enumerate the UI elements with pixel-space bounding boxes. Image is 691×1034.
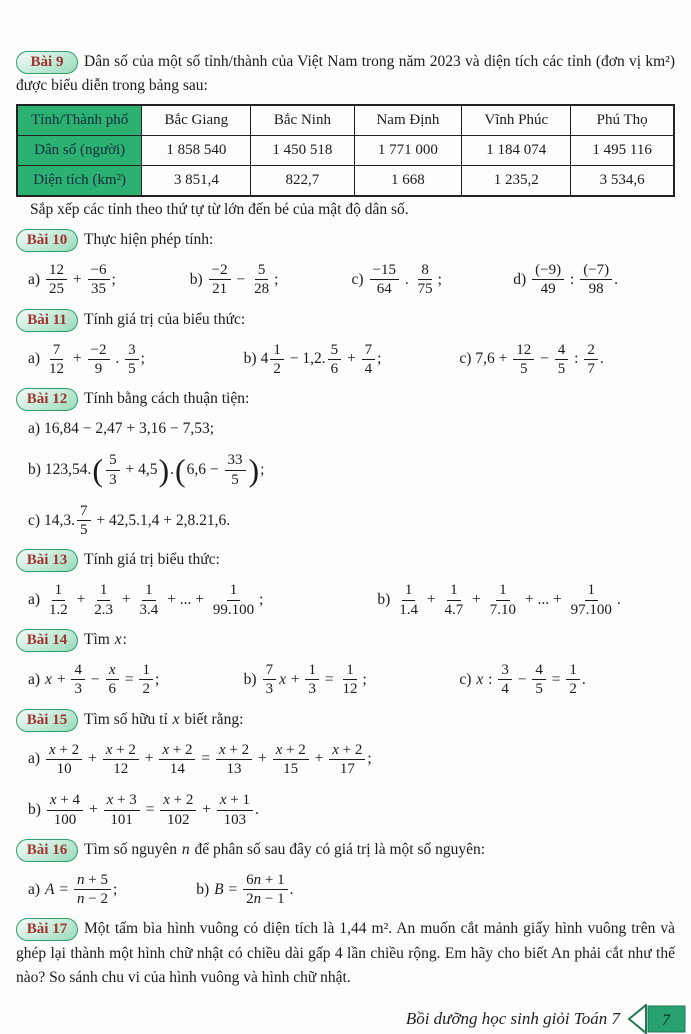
page-number-arrow (627, 1004, 687, 1034)
math-text: để phân số sau đây có giá trị là một số nguyên: (190, 840, 486, 858)
math-text: + (198, 801, 215, 819)
math-text: + (85, 801, 102, 819)
fraction: $\frac{(-7)}{98}$ (580, 261, 612, 299)
math-text: ; (274, 270, 279, 288)
math-variable: x (172, 710, 180, 728)
table-cell: 1 495 116 (571, 136, 674, 166)
math-text: + 42,5.1,4 + 2,8.21,6. (92, 511, 231, 529)
fraction: $\frac{-15}{64}$ (370, 261, 399, 299)
math-text: = (224, 880, 242, 898)
math-text: ; (154, 670, 160, 688)
fraction: $\frac{x + 3}{101}$ (104, 791, 140, 829)
table-header-cell: Bắc Giang (142, 105, 251, 136)
fraction: $\frac{5}{28}$ (254, 262, 270, 298)
fraction: $\frac{x}{6}$ (105, 661, 119, 699)
problem-badge: Bài 12 (16, 388, 78, 411)
math-text: + (468, 591, 485, 609)
problem-parts (28, 661, 675, 699)
math-text: + (69, 270, 86, 288)
fraction: $\frac{1}{2.3}$ (94, 582, 114, 618)
problem-badge: Bài 9 (16, 51, 78, 74)
big-paren: ) (248, 452, 260, 489)
problem-part (28, 502, 675, 540)
fraction: $\frac{(-9)}{49}$ (532, 261, 564, 299)
table-cell: 1 858 540 (142, 136, 251, 166)
math-text: − (86, 670, 104, 688)
table-cell: 822,7 (251, 166, 354, 197)
fraction: $\frac{1}{2}$ (270, 341, 284, 379)
problem-section (16, 917, 679, 989)
fraction: $\frac{x + 1}{103}$ (217, 791, 253, 829)
problem-head (16, 387, 675, 411)
math-expression (475, 661, 585, 699)
math-expression (45, 451, 265, 489)
problem-part (28, 661, 244, 699)
math-text: 123,54. (44, 461, 92, 479)
problem-part (28, 871, 196, 909)
math-text: . (289, 880, 294, 898)
fraction: $\frac{4}{5}$ (532, 661, 546, 699)
math-expression (394, 581, 620, 619)
part-label: b) (196, 880, 210, 898)
fraction: $\frac{1}{12}$ (342, 662, 358, 698)
math-text: − (513, 670, 531, 688)
problem-part (244, 341, 460, 379)
fraction: $\frac{x + 2}{13}$ (216, 741, 252, 779)
math-text: − (232, 270, 250, 288)
math-text: : (122, 631, 127, 649)
fraction: $\frac{4}{3}$ (71, 661, 85, 699)
problem-part (459, 661, 675, 699)
problem-title (84, 311, 245, 328)
math-text: ; (112, 880, 118, 898)
fraction: $\frac{x + 2}{12}$ (103, 741, 139, 779)
table-row (17, 136, 674, 166)
math-text: ; (377, 350, 382, 368)
math-text: − (536, 350, 553, 368)
fraction: $\frac{1}{7.10}$ (489, 582, 517, 618)
math-variable: n (181, 840, 190, 858)
problem-parts (28, 341, 675, 379)
problem-head (16, 838, 675, 862)
problem-part (352, 261, 514, 299)
problem-title (84, 231, 213, 248)
fraction: $\frac{x + 2}{102}$ (160, 791, 196, 829)
sort-instruction: Sắp xếp các tỉnh theo thứ tự từ lớn đến bé của mật độ dân số. (30, 201, 409, 219)
table-cell: 1 450 518 (251, 136, 354, 166)
problem-head (16, 50, 679, 98)
math-text: = (547, 670, 565, 688)
math-text: ; (140, 350, 145, 368)
part-label: b) (377, 591, 391, 609)
problem-section (16, 548, 675, 619)
problem-part (28, 341, 244, 379)
problem-badge: Bài 15 (16, 709, 78, 732)
part-label: a) (28, 591, 41, 609)
fraction: $\frac{1}{1.4}$ (399, 582, 419, 618)
problem-section (16, 50, 679, 219)
arrow-chevron-icon (629, 1005, 646, 1033)
problem-part (28, 261, 190, 299)
math-text: 14,3. (44, 511, 76, 529)
math-text: + (310, 750, 328, 768)
math-text: : (566, 270, 579, 288)
fraction: $\frac{3}{4}$ (498, 661, 512, 699)
math-text: + (84, 750, 101, 768)
big-paren: ) (158, 452, 170, 489)
math-text: . (401, 270, 413, 288)
math-text: ; (259, 591, 264, 609)
math-text: ; (111, 270, 116, 288)
table-cell: 1 668 (354, 166, 462, 197)
problem-part (459, 341, 675, 379)
problem-part (28, 791, 675, 829)
math-text: + (423, 591, 440, 609)
problem-section (16, 708, 675, 829)
math-expression (44, 661, 159, 699)
math-expression (207, 261, 279, 299)
part-label: c) (351, 270, 364, 288)
math-expression (44, 420, 214, 438)
fraction: $\frac{2}{7}$ (584, 341, 598, 379)
fraction: $\frac{5}{6}$ (328, 341, 342, 379)
math-text: + (69, 350, 86, 368)
fraction: $\frac{3}{5}$ (125, 341, 139, 379)
fraction: $\frac{1}{3}$ (305, 661, 319, 699)
problem-part (190, 261, 352, 299)
big-paren: ( (174, 452, 186, 489)
part-label: a) (28, 670, 41, 688)
math-text: + ... + (163, 591, 208, 609)
problem-head (16, 708, 675, 732)
fraction: $\frac{7}{5}$ (77, 502, 91, 540)
problem-part (377, 581, 675, 619)
part-label: a) (28, 880, 41, 898)
problem-parts (28, 871, 675, 909)
math-expression (213, 871, 293, 909)
part-label: c) (459, 350, 472, 368)
problem-head (16, 308, 675, 332)
table-header-row (17, 105, 674, 136)
problem-head (16, 548, 675, 572)
problem-parts (28, 261, 675, 299)
table-row (17, 166, 674, 197)
math-text: + (72, 591, 90, 609)
math-text: + (286, 670, 304, 688)
part-label: a) (28, 420, 41, 438)
problem-badge: Bài 14 (16, 629, 78, 652)
math-expression (44, 741, 372, 779)
part-label: b) (28, 461, 41, 479)
math-text: Tìm số hữu tỉ (84, 710, 172, 728)
big-paren: ( (92, 452, 104, 489)
math-text: + ... + (521, 591, 566, 609)
math-text: Một tấm bìa hình vuông có diện tích là 1,44 m². An muốn cắt mảnh giấy hình vuông trên và ghép lại thành một hình chữ nhật có chiều dài gấp 4 lần chiều rộng. Em hãy cho biết An phải cắt như thế nào? So sánh chu vi của hình vuông và hình chữ nhật. (16, 920, 679, 986)
fraction: $\frac{x + 2}{10}$ (46, 741, 82, 779)
fraction: $\frac{5}{3}$ (106, 451, 120, 489)
math-text: Tính giá trị của biểu thức: (84, 310, 246, 328)
math-text: 4 (260, 350, 269, 368)
problem-parts (28, 420, 675, 539)
math-text: ; (362, 670, 367, 688)
fraction: $\frac{33}{5}$ (225, 451, 246, 489)
math-expression (475, 341, 603, 379)
math-text: = (55, 880, 73, 898)
table-cell: 3 534,6 (571, 166, 674, 197)
math-variable: x (279, 670, 286, 688)
problem-part (28, 741, 675, 779)
part-label: a) (28, 750, 41, 768)
table-cell: 1 771 000 (354, 136, 462, 166)
math-text: ; (437, 270, 442, 288)
math-text: Tính giá trị biểu thức: (84, 551, 220, 569)
math-text: Tìm (84, 631, 114, 649)
table-cell: 1 235,2 (462, 166, 571, 197)
table-cell: 1 184 074 (462, 136, 571, 166)
math-expression (44, 871, 117, 909)
math-text: 7,6 + (475, 350, 512, 368)
math-expression (45, 791, 259, 829)
math-text: : (570, 350, 583, 368)
math-text: = (197, 750, 214, 768)
fraction: $\frac{12}{5}$ (513, 341, 534, 379)
math-text: + 4,5 (121, 461, 158, 479)
part-label: d) (513, 270, 527, 288)
problem-part (244, 661, 460, 699)
part-label: c) (28, 511, 41, 529)
math-text: + (52, 670, 70, 688)
footer-book-title: Bồi dưỡng học sinh giỏi Toán 7 (405, 1008, 620, 1028)
table-header-cell: Nam Định (354, 105, 462, 136)
fraction: $\frac{x + 4}{100}$ (47, 791, 83, 829)
problem-section (16, 838, 675, 909)
math-text: + (254, 750, 271, 768)
math-expression (44, 581, 263, 619)
math-variable: A (45, 880, 55, 898)
problem-section (16, 228, 675, 299)
fraction: $\frac{8}{75}$ (417, 262, 433, 298)
math-text: = (141, 801, 159, 819)
problem-title (16, 53, 679, 94)
problem-title (84, 711, 243, 728)
problem-part (28, 581, 377, 619)
math-text: + (343, 350, 360, 368)
problem-part (196, 871, 364, 909)
problem-badge: Bài 11 (16, 309, 78, 332)
math-text: Tìm số nguyên (84, 840, 181, 858)
problem-title (84, 390, 249, 407)
fraction: $\frac{x + 2}{15}$ (273, 741, 309, 779)
math-text: = (320, 670, 338, 688)
fraction: $\frac{1}{1.2}$ (49, 582, 68, 618)
part-label: b) (189, 270, 203, 288)
problem-badge: Bài 17 (16, 918, 78, 941)
math-text: Dân số của một số tỉnh/thành của Việt Nam trong năm 2023 và diện tích các tỉnh (đơn vị km²) được biểu diễn trong bảng sau: (16, 53, 679, 95)
part-label: b) (28, 801, 41, 819)
table-cell: Diện tích (km²) (17, 166, 142, 197)
part-label: c) (459, 670, 472, 688)
problem-head (16, 228, 675, 252)
problem-head (16, 917, 679, 989)
fraction: $\frac{12}{25}$ (46, 261, 67, 299)
fraction: $\frac{-2}{21}$ (209, 261, 231, 299)
fraction: $\frac{6n + 1}{2n - 1}$ (243, 871, 287, 909)
fraction: $\frac{1}{2}$ (566, 661, 580, 699)
problem-part (513, 261, 675, 299)
math-expression (261, 661, 367, 699)
fraction: $\frac{-2}{9}$ (88, 341, 110, 379)
math-text: Thực hiện phép tính: (84, 231, 214, 249)
fraction: $\frac{n + 5}{n - 2}$ (74, 871, 111, 909)
math-text: + (118, 591, 135, 609)
math-text: + (140, 750, 158, 768)
math-text: Tính bằng cách thuận tiện: (84, 390, 250, 408)
problem-parts (28, 581, 675, 619)
fraction: $\frac{7}{12}$ (49, 341, 65, 377)
table-header-cell: Bắc Ninh (251, 105, 354, 136)
math-text: . (614, 270, 619, 288)
part-label: b) (243, 350, 257, 368)
math-expression (44, 261, 116, 299)
math-variable: B (214, 880, 224, 898)
table-header-cell: Phú Thọ (571, 105, 674, 136)
math-text: . (599, 350, 604, 368)
math-text: = (120, 670, 138, 688)
math-text: : (484, 670, 497, 688)
math-expression (261, 341, 382, 379)
fraction: $\frac{7}{4}$ (362, 341, 376, 379)
math-expression (44, 502, 230, 540)
fraction: $\frac{x + 2}{17}$ (329, 741, 365, 779)
fraction: $\frac{4}{5}$ (555, 341, 569, 379)
math-variable: x (114, 631, 122, 649)
math-text: . (111, 350, 124, 368)
math-text: ; (367, 750, 372, 768)
math-text: 6,6 − (186, 461, 223, 479)
table-cell: 3 851,4 (142, 166, 251, 197)
part-label: a) (28, 270, 41, 288)
fraction: $\frac{7}{3}$ (263, 661, 277, 699)
table-cell: Dân số (người) (17, 136, 142, 166)
fraction: $\frac{x + 2}{14}$ (159, 741, 195, 779)
math-text: . (616, 591, 621, 609)
problem-title (16, 920, 679, 985)
math-text: . (170, 461, 174, 479)
province-table (16, 104, 675, 197)
problem-part (28, 451, 675, 489)
problem-parts (28, 741, 675, 829)
fraction: $\frac{1}{4.7}$ (444, 582, 464, 618)
page-footer (4, 1004, 687, 1034)
fraction: $\frac{1}{2}$ (139, 661, 153, 699)
fraction: $\frac{1}{99.100}$ (212, 582, 255, 618)
math-variable: x (45, 670, 52, 688)
fraction: $\frac{-6}{35}$ (88, 261, 110, 299)
problem-section (16, 628, 675, 699)
math-expression (44, 341, 145, 379)
part-label: a) (28, 350, 41, 368)
fraction: $\frac{1}{97.100}$ (570, 582, 612, 618)
math-text: . (581, 670, 586, 688)
math-text: . (254, 801, 259, 819)
math-expression (368, 261, 442, 299)
problem-title (84, 631, 127, 648)
table-header-cell: Vĩnh Phúc (462, 105, 571, 136)
part-label: b) (243, 670, 257, 688)
problem-badge: Bài 10 (16, 229, 78, 252)
page-number: 7 (662, 1011, 670, 1029)
math-variable: x (476, 670, 484, 688)
math-text: biết rằng: (180, 710, 244, 728)
problem-title (84, 551, 220, 568)
problem-section (16, 387, 675, 539)
problem-part (28, 420, 675, 438)
math-expression (530, 261, 618, 299)
problem-badge: Bài 13 (16, 549, 78, 572)
table-header-cell: Tỉnh/Thành phố (17, 105, 142, 136)
fraction: $\frac{1}{3.4}$ (139, 582, 159, 618)
math-text: − 1,2. (285, 350, 326, 368)
problem-section (16, 308, 675, 379)
problem-head (16, 628, 675, 652)
problem-badge: Bài 16 (16, 839, 78, 862)
math-text: ; (260, 461, 265, 479)
math-text: 16,84 − 2,47 + 3,16 − 7,53; (44, 420, 215, 438)
problem-title (84, 841, 485, 858)
